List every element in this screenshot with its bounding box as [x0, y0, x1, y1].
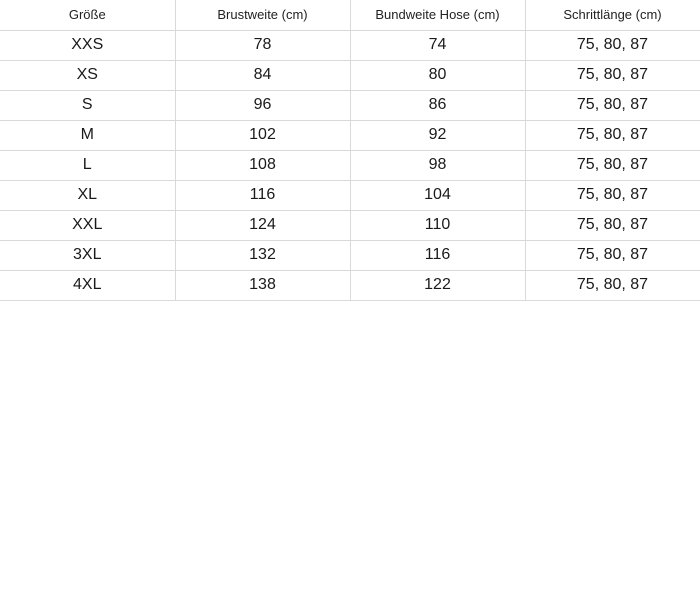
- cell-chest-width: 124: [175, 210, 350, 240]
- header-waist-width: Bundweite Hose (cm): [350, 0, 525, 30]
- cell-inseam-length: 75, 80, 87: [525, 210, 700, 240]
- cell-chest-width: 78: [175, 30, 350, 60]
- cell-inseam-length: 75, 80, 87: [525, 180, 700, 210]
- cell-chest-width: 116: [175, 180, 350, 210]
- header-size: Größe: [0, 0, 175, 30]
- cell-waist-width: 92: [350, 120, 525, 150]
- cell-inseam-length: 75, 80, 87: [525, 150, 700, 180]
- cell-inseam-length: 75, 80, 87: [525, 30, 700, 60]
- header-chest-width: Brustweite (cm): [175, 0, 350, 30]
- cell-chest-width: 102: [175, 120, 350, 150]
- cell-size: XXL: [0, 210, 175, 240]
- cell-chest-width: 108: [175, 150, 350, 180]
- table-row: [0, 150, 700, 180]
- cell-chest-width: 96: [175, 90, 350, 120]
- cell-waist-width: 80: [350, 60, 525, 90]
- size-chart-header: [0, 0, 700, 30]
- table-row: [0, 120, 700, 150]
- cell-waist-width: 104: [350, 180, 525, 210]
- cell-waist-width: 98: [350, 150, 525, 180]
- table-row: [0, 240, 700, 270]
- cell-inseam-length: 75, 80, 87: [525, 270, 700, 300]
- size-chart-body: [0, 30, 700, 300]
- table-row: [0, 180, 700, 210]
- cell-inseam-length: 75, 80, 87: [525, 120, 700, 150]
- table-row: [0, 30, 700, 60]
- size-chart-table: [0, 0, 700, 301]
- table-row: [0, 60, 700, 90]
- cell-size: L: [0, 150, 175, 180]
- cell-waist-width: 110: [350, 210, 525, 240]
- cell-waist-width: 122: [350, 270, 525, 300]
- cell-size: S: [0, 90, 175, 120]
- cell-inseam-length: 75, 80, 87: [525, 60, 700, 90]
- table-row: [0, 90, 700, 120]
- cell-waist-width: 116: [350, 240, 525, 270]
- cell-size: 4XL: [0, 270, 175, 300]
- cell-waist-width: 86: [350, 90, 525, 120]
- cell-size: 3XL: [0, 240, 175, 270]
- header-row: [0, 0, 700, 30]
- table-row: [0, 210, 700, 240]
- cell-size: M: [0, 120, 175, 150]
- cell-waist-width: 74: [350, 30, 525, 60]
- cell-chest-width: 132: [175, 240, 350, 270]
- cell-chest-width: 84: [175, 60, 350, 90]
- cell-size: XL: [0, 180, 175, 210]
- cell-size: XS: [0, 60, 175, 90]
- header-inseam-length: Schrittlänge (cm): [525, 0, 700, 30]
- cell-size: XXS: [0, 30, 175, 60]
- cell-inseam-length: 75, 80, 87: [525, 240, 700, 270]
- cell-chest-width: 138: [175, 270, 350, 300]
- cell-inseam-length: 75, 80, 87: [525, 90, 700, 120]
- table-row: [0, 270, 700, 300]
